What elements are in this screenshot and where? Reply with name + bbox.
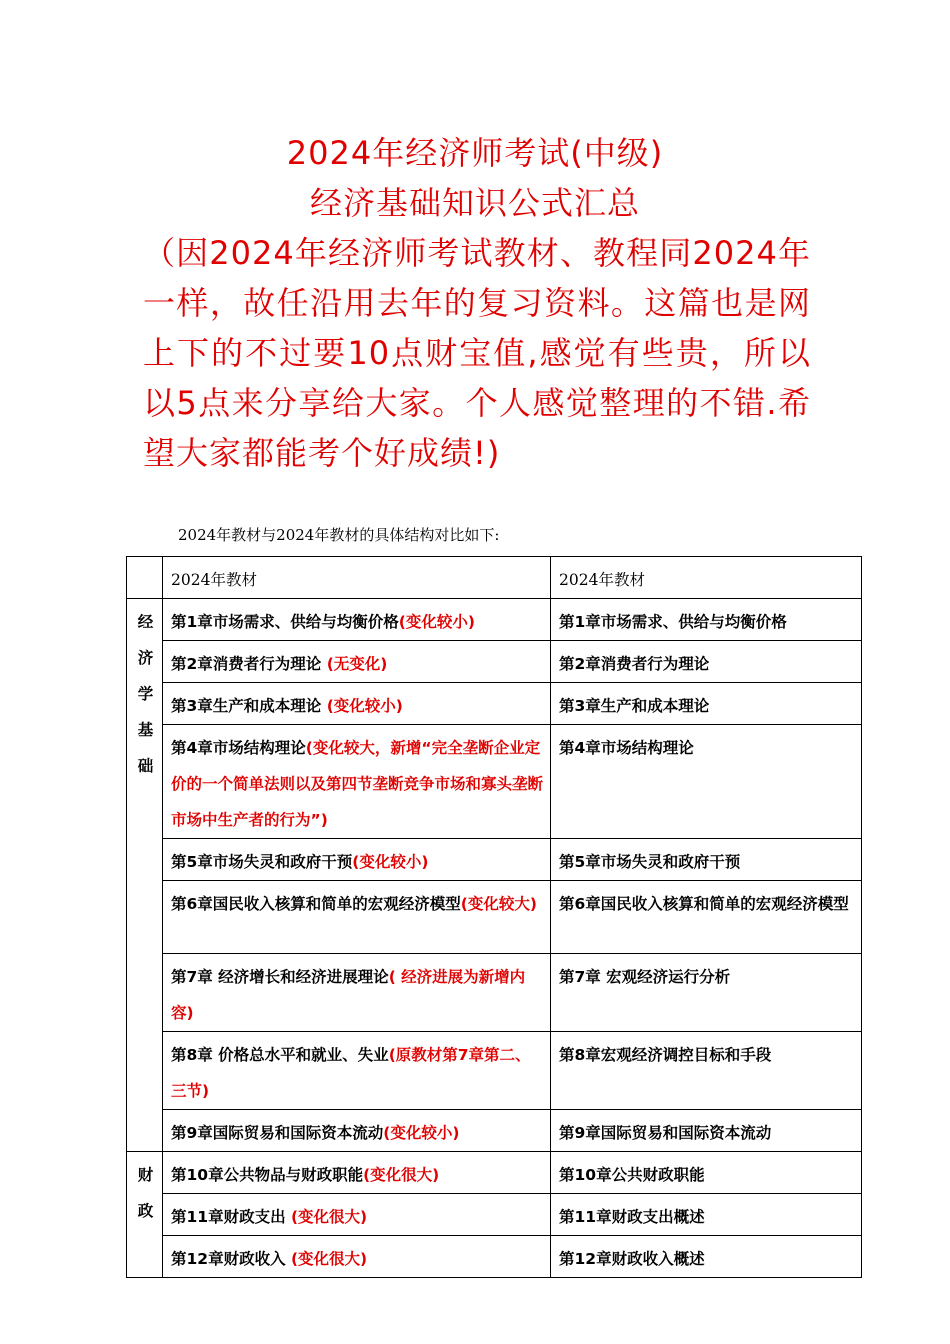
table-row	[127, 1152, 862, 1194]
change-note: (变化较小)	[352, 853, 429, 871]
old-chapter-cell: 第5章市场失灵和政府干预	[551, 839, 862, 881]
table-row	[127, 1194, 862, 1236]
category-economics	[127, 599, 163, 1152]
title-line-1: 2024年经济师考试(中级)	[286, 134, 664, 172]
table-row	[127, 839, 862, 881]
change-note: (变化较小)	[383, 1124, 460, 1142]
notice-paragraph: （因2024年经济师考试教材、教程同2024年一样，故任沿用去年的复习资料。这篇也是网上下的不过要10点财宝值,感觉有些贵，所以以5点来分享给大家。个人感觉整理的不错.希望大家都能考个好成绩!)	[143, 234, 811, 472]
old-chapter-cell: 第2章消费者行为理论	[551, 641, 862, 683]
chapter-title: 第2章消费者行为理论	[171, 655, 327, 673]
chapter-title: 第6章国民收入核算和简单的宏观经济模型	[171, 895, 461, 913]
change-note: (变化很大)	[290, 1208, 368, 1226]
chapter-title: 第3章生产和成本理论	[171, 697, 327, 715]
new-chapter-cell	[163, 1152, 551, 1194]
chapter-title: 第7章 经济增长和经济进展理论	[171, 968, 389, 986]
old-chapter-cell: 第6章国民收入核算和简单的宏观经济模型	[551, 881, 862, 954]
comparison-table	[126, 556, 862, 1278]
new-chapter-cell	[163, 1236, 551, 1278]
change-note: (变化很大)	[363, 1166, 440, 1184]
change-note: (变化很大)	[290, 1250, 368, 1268]
old-chapter-cell: 第10章公共财政职能	[551, 1152, 862, 1194]
title-line-2: 经济基础知识公式汇总	[309, 184, 640, 222]
chapter-title: 第4章市场结构理论	[171, 739, 306, 757]
change-note: (变化较小)	[398, 613, 475, 631]
chapter-title: 第1章市场需求、供给与均衡价格	[171, 613, 399, 631]
change-note: (变化较小)	[326, 697, 403, 715]
category-char: 财	[137, 1166, 154, 1184]
new-chapter-cell	[163, 839, 551, 881]
category-char: 学	[137, 685, 154, 703]
old-chapter-cell: 第7章 宏观经济运行分析	[551, 954, 862, 1032]
new-chapter-cell	[163, 641, 551, 683]
table-row	[127, 1236, 862, 1278]
old-chapter-cell: 第11章财政支出概述	[551, 1194, 862, 1236]
old-chapter-cell: 第3章生产和成本理论	[551, 683, 862, 725]
old-chapter-cell: 第8章宏观经济调控目标和手段	[551, 1032, 862, 1110]
old-chapter-cell: 第12章财政收入概述	[551, 1236, 862, 1278]
old-chapter-cell: 第9章国际贸易和国际资本流动	[551, 1110, 862, 1152]
new-chapter-cell	[163, 954, 551, 1032]
chapter-title: 第8章 价格总水平和就业、失业	[171, 1046, 389, 1064]
table-row	[127, 881, 862, 954]
new-chapter-cell	[163, 1110, 551, 1152]
table-row	[127, 1110, 862, 1152]
category-char: 济	[137, 649, 154, 667]
old-chapter-cell: 第1章市场需求、供给与均衡价格	[551, 599, 862, 641]
table-row	[127, 725, 862, 839]
header-category-cell	[127, 557, 163, 599]
old-chapter-cell: 第4章市场结构理论	[551, 725, 862, 839]
chapter-title: 第12章财政收入	[171, 1250, 291, 1268]
title-block	[0, 128, 950, 228]
category-char: 经	[137, 613, 154, 631]
change-note: ( 经济进展为新增内容)	[171, 968, 526, 1022]
table-row	[127, 954, 862, 1032]
chapter-title: 第5章市场失灵和政府干预	[171, 853, 353, 871]
intro-text: 2024年教材与2024年教材的具体结构对比如下:	[178, 526, 500, 544]
new-chapter-cell	[163, 683, 551, 725]
new-chapter-cell	[163, 725, 551, 839]
change-note: (变化较大)	[460, 895, 537, 913]
category-char: 础	[137, 757, 154, 775]
new-chapter-cell	[163, 599, 551, 641]
table-row	[127, 599, 862, 641]
chapter-title: 第9章国际贸易和国际资本流动	[171, 1124, 384, 1142]
table-header-row	[127, 557, 862, 599]
chapter-title: 第10章公共物品与财政职能	[171, 1166, 364, 1184]
change-note: (原教材第7章第二、三节)	[171, 1046, 531, 1100]
new-chapter-cell	[163, 881, 551, 954]
change-note: (变化较大，新增“完全垄断企业定价的一个简单法则以及第四节垄断竞争市场和寡头垄断市场中生产者的行为”)	[171, 739, 544, 829]
header-new-edition: 2024年教材	[163, 557, 551, 599]
table-row	[127, 683, 862, 725]
table-row	[127, 641, 862, 683]
chapter-title: 第11章财政支出	[171, 1208, 291, 1226]
table-row	[127, 1032, 862, 1110]
new-chapter-cell	[163, 1032, 551, 1110]
category-char: 基	[137, 721, 154, 739]
category-char: 政	[137, 1202, 154, 1220]
new-chapter-cell	[163, 1194, 551, 1236]
category-finance	[127, 1152, 163, 1278]
header-old-edition: 2024年教材	[551, 557, 862, 599]
change-note: (无变化)	[326, 655, 388, 673]
